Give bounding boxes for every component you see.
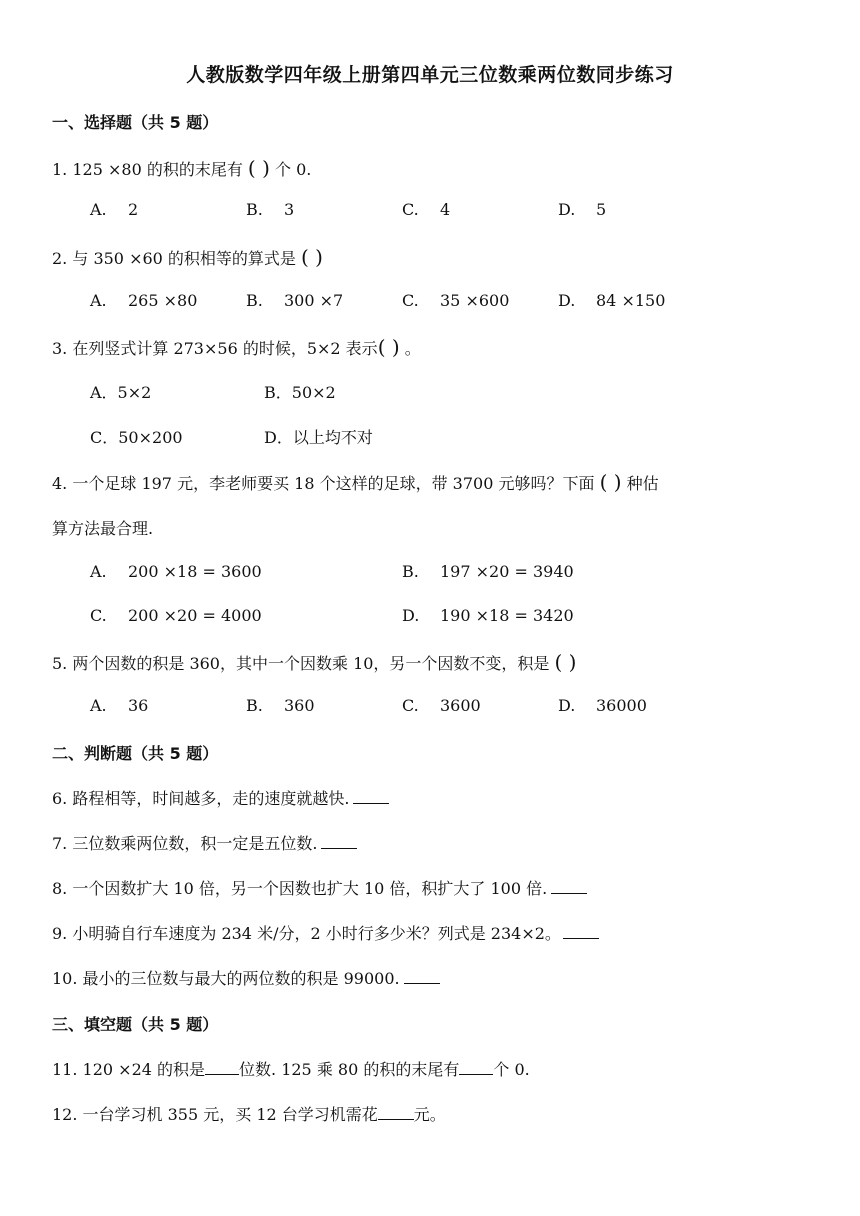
option-b: B. 197 ×20 = 3940 — [402, 562, 574, 581]
question-8 — [52, 876, 808, 899]
question-2-text: 2. 与 350 ×60 的积相等的算式是 — [52, 249, 302, 268]
section-heading-fill: 三、填空题（共 5 题） — [52, 1015, 219, 1034]
question-1-text: 1. 125 ×80 的积的末尾有 — [52, 160, 248, 179]
question-12 — [52, 1102, 808, 1125]
option-b: B．50×2 — [264, 383, 336, 402]
option-b: B. 300 ×7 — [246, 291, 344, 310]
option-c: C. 4 — [402, 200, 451, 219]
option-b: B. 360 — [246, 696, 315, 715]
question-11-text-end: 个 0. — [493, 1060, 530, 1079]
page-title: 人教版数学四年级上册第四单元三位数乘两位数同步练习 — [186, 64, 674, 86]
answer-blank[interactable] — [459, 1060, 493, 1075]
question-1 — [52, 156, 808, 180]
question-2 — [52, 245, 808, 269]
answer-blank[interactable] — [321, 834, 357, 849]
question-5 — [52, 650, 808, 674]
option-c: C．50×200 — [90, 428, 183, 447]
answer-blank[interactable] — [551, 879, 587, 894]
question-4-text-end: 种估 — [621, 474, 659, 493]
question-7 — [52, 831, 808, 854]
answer-blank[interactable] — [353, 789, 389, 804]
question-3 — [52, 335, 808, 359]
option-d: D．以上均不对 — [264, 428, 373, 447]
question-4-continued: 算方法最合理. — [52, 519, 154, 538]
option-c: C. 3600 — [402, 696, 481, 715]
question-3-text-end: 。 — [399, 339, 421, 358]
question-9 — [52, 921, 808, 944]
question-1-text-end: 个 0. — [269, 160, 312, 179]
answer-blank[interactable] — [563, 924, 599, 939]
question-12-text-end: 元。 — [413, 1105, 446, 1124]
question-4 — [52, 470, 808, 494]
section-heading-choice: 一、选择题（共 5 题） — [52, 113, 219, 132]
answer-paren: ( ) — [301, 245, 323, 269]
question-7-text: 7. 三位数乘两位数，积一定是五位数. — [52, 834, 318, 853]
answer-paren: ( ) — [247, 156, 270, 180]
question-9-text: 9. 小明骑自行车速度为 234 米/分，2 小时行多少米？列式是 234×2。 — [52, 924, 561, 943]
option-d: D. 84 ×150 — [558, 291, 666, 310]
question-3-text: 3. 在列竖式计算 273×56 的时候，5×2 表示 — [52, 339, 378, 358]
option-a: A．5×2 — [90, 383, 152, 402]
answer-blank[interactable] — [404, 969, 440, 984]
option-d: D. 5 — [558, 200, 607, 219]
answer-paren: ( ) — [554, 650, 577, 674]
question-6-text: 6. 路程相等，时间越多，走的速度就越快. — [52, 789, 350, 808]
option-c: C. 35 ×600 — [402, 291, 510, 310]
option-a: A. 200 ×18 = 3600 — [90, 562, 262, 581]
question-11-text-mid: 位数. 125 乘 80 的积的末尾有 — [239, 1060, 460, 1079]
option-a: A. 36 — [90, 696, 149, 715]
option-b: B. 3 — [246, 200, 295, 219]
question-11-text: 11. 120 ×24 的积是 — [52, 1060, 206, 1079]
section-heading-judge: 二、判断题（共 5 题） — [52, 744, 219, 763]
option-a: A. 265 ×80 — [90, 291, 198, 310]
answer-paren: ( ) — [599, 470, 622, 494]
question-10-text: 10. 最小的三位数与最大的两位数的积是 99000. — [52, 969, 400, 988]
question-12-text: 12. 一台学习机 355 元，买 12 台学习机需花 — [52, 1105, 378, 1124]
option-c: C. 200 ×20 = 4000 — [90, 606, 262, 625]
option-d: D. 36000 — [558, 696, 647, 715]
question-4-text: 4. 一个足球 197 元，李老师要买 18 个这样的足球，带 3700 元够吗？下面 — [52, 474, 600, 493]
option-d: D. 190 ×18 = 3420 — [402, 606, 574, 625]
answer-blank[interactable] — [205, 1060, 239, 1075]
question-11 — [52, 1057, 808, 1080]
question-8-text: 8. 一个因数扩大 10 倍，另一个因数也扩大 10 倍，积扩大了 100 倍. — [52, 879, 548, 898]
question-6 — [52, 786, 808, 809]
option-a: A. 2 — [90, 200, 139, 219]
answer-paren: ( ) — [377, 335, 400, 359]
question-5-text: 5. 两个因数的积是 360，其中一个因数乘 10，另一个因数不变，积是 — [52, 654, 555, 673]
question-10 — [52, 966, 808, 989]
answer-blank[interactable] — [378, 1105, 414, 1120]
